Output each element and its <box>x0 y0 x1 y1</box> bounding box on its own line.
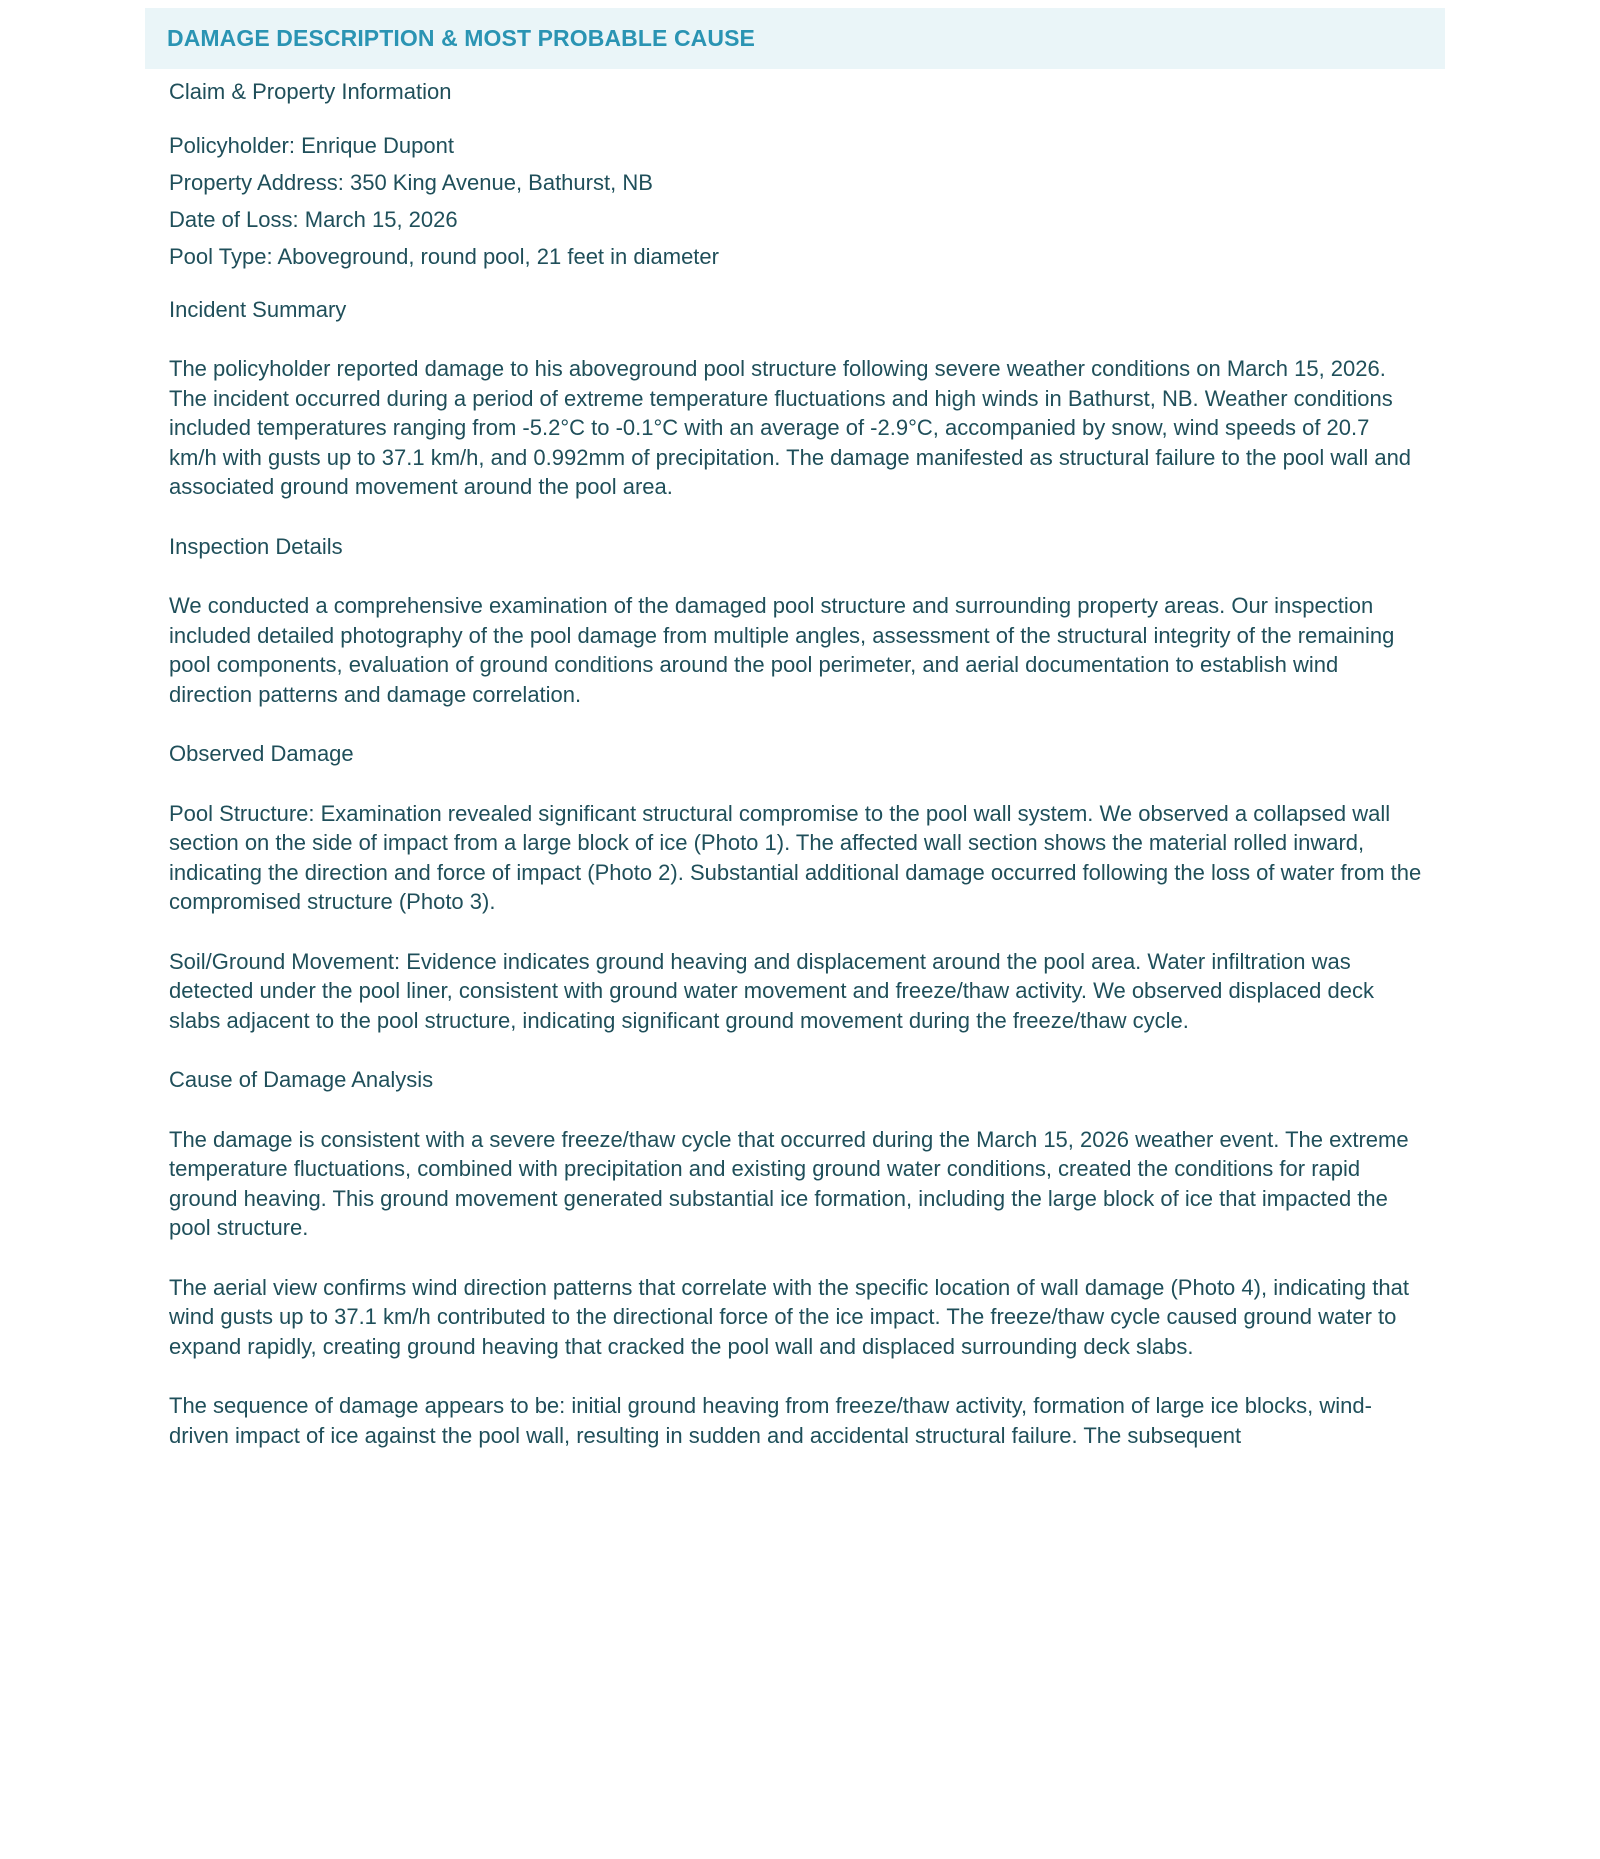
incident-summary-text: The policyholder reported damage to his aboveground pool structure following severe weather conditions on March 15, 2026. The incident occurred during a period of extreme temperature fluctuations and high winds in Bathurst, NB. Weather conditions included temperatures ranging from -5.2°C to -0.1°C with an average of -2.9°C, accompanied by snow, wind speeds of 20.7 km/h with gusts up to 37.1 km/h, and 0.992mm of precipitation. The damage manifested as structural failure to the pool wall and associated ground movement around the pool area. <box>169 356 1412 499</box>
section-title: DAMAGE DESCRIPTION & MOST PROBABLE CAUSE <box>167 25 755 51</box>
cause-analysis-para-1: The damage is consistent with a severe freeze/thaw cycle that occurred during the March 15, 2026 weather event. The extreme temperature fluctuations, combined with precipitation and existing ground water conditions, created the conditions for rapid ground heaving. This ground movement generated substantial ice formation, including the large block of ice that impacted the pool structure. <box>169 1126 1409 1240</box>
inspection-details-heading: Inspection Details <box>169 533 343 559</box>
policyholder-line: Policyholder: Enrique Dupont <box>169 132 454 158</box>
address-line: Property Address: 350 King Avenue, Bathurst, NB <box>169 169 653 195</box>
pool-type-line: Pool Type: Aboveground, round pool, 21 feet in diameter <box>169 243 719 269</box>
claim-info-heading: Claim & Property Information <box>169 79 452 104</box>
section-header-band <box>145 8 1445 69</box>
cause-analysis-para-3: The sequence of damage appears to be: initial ground heaving from freeze/thaw activity, formation of large ice blocks, wind-driven impact of ice against the pool wall, resulting in sudden and accidental structural failure. The subsequent <box>169 1393 1372 1448</box>
incident-summary-heading: Incident Summary <box>169 296 347 322</box>
report-content <box>145 69 1445 1450</box>
observed-damage-heading: Observed Damage <box>169 741 354 766</box>
cause-analysis-heading: Cause of Damage Analysis <box>169 1067 434 1092</box>
inspection-details-text: We conducted a comprehensive examination of the damaged pool structure and surrounding property areas. Our inspection included detailed photography of the pool damage from multiple angles, assessment of the structural integrity of the remaining pool components, evaluation of ground conditions around the pool perimeter, and aerial documentation to establish wind direction patterns and damage correlation. <box>169 593 1395 707</box>
date-of-loss-line: Date of Loss: March 15, 2026 <box>169 206 458 232</box>
cause-analysis-para-2: The aerial view confirms wind direction patterns that correlate with the specific location of wall damage (Photo 4), indicating that wind gusts up to 37.1 km/h contributed to the directional force of the ice impact. The freeze/thaw cycle caused ground water to expand rapidly, creating ground heaving that cracked the pool wall and displaced surrounding deck slabs. <box>169 1274 1409 1359</box>
soil-movement-text: Soil/Ground Movement: Evidence indicates ground heaving and displacement around the pool area. Water infiltration was detected under the pool liner, consistent with ground water movement and freeze/thaw activity. We observed displaced deck slabs adjacent to the pool structure, indicating significant ground movement during the freeze/thaw cycle. <box>169 948 1374 1033</box>
report-page <box>145 8 1445 1450</box>
claim-info-list <box>169 127 1423 275</box>
pool-structure-text: Pool Structure: Examination revealed significant structural compromise to the pool wall system. We observed a collapsed wall section on the side of impact from a large block of ice (Photo 1). The affected wall section shows the material rolled inward, indicating the direction and force of impact (Photo 2). Substantial additional damage occurred following the loss of water from the compromised structure (Photo 3). <box>169 800 1422 914</box>
